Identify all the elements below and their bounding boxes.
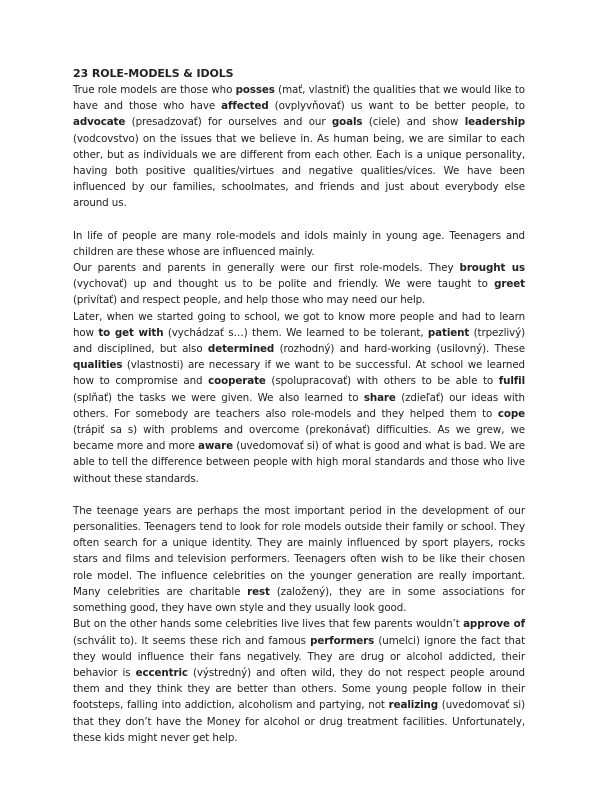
text-run: (splňať) the tasks we were given. We also learned to bbox=[73, 391, 364, 404]
text-run: (vodcovstvo) on the issues that we believe in. As human being, we are similar to each other, but as individuals we are different from each other. Each is a unique personality, having both positive qualities/virtues and negative qualities/vices. We have been influenced by our families, schoolmates, and friends and just about everybody else around us. bbox=[73, 132, 525, 210]
vocabulary-term: rest bbox=[247, 585, 270, 598]
text-run: (rozhodný) and hard-working (usilovný). These bbox=[274, 343, 525, 356]
vocabulary-term: approve of bbox=[463, 618, 525, 631]
text-run: (mať, vlastniť) the qualities that we would like to have and those who have bbox=[73, 84, 525, 113]
text-run: (ovplyvňovať) us want to be better people, to bbox=[268, 100, 525, 113]
paragraph-celebrities bbox=[73, 616, 525, 746]
vocabulary-term: share bbox=[363, 391, 396, 404]
vocabulary-term: to get with bbox=[98, 326, 164, 339]
text-run: (zdieľať) our ideas with others. For somebody are teachers also role-models and they helped them to bbox=[73, 391, 525, 420]
text-run: (uvedomovať si) of what is good and what is bad. We are able to tell the difference between people with high moral standards and those who live without these standards. bbox=[73, 440, 525, 485]
text-run: (spolupracovať) with others to be able to bbox=[265, 375, 499, 388]
text-run: (schválit to). It seems these rich and famous bbox=[73, 634, 311, 647]
vocabulary-term: goals bbox=[331, 116, 363, 129]
paragraph-young-age bbox=[73, 228, 525, 260]
text-run: (uvedomovať si) that they don’t have the Money for alcohol or drug treatment facilities. Unfortunately, these kids might never get help. bbox=[73, 699, 525, 744]
text-run: The teenage years are perhaps the most important period in the development of our personalities. Teenagers tend to look for role models outside their family or school. They often search for a unique identity. They are mainly influenced by sport players, rocks stars and films and television performers. Teenagers often wish to be like their chosen role model. The influence celebrities on the younger generation are really important. Many celebrities are charitable bbox=[73, 504, 525, 598]
text-run: (umelci) ignore the fact that they would influence their fans negatively. They are drug or alcohol addicted, their behavior is bbox=[73, 634, 526, 679]
paragraph-role-models-intro bbox=[73, 82, 525, 212]
paragraph-teenage-years bbox=[73, 503, 525, 616]
text-run: (založený), they are in some associations for something good, they have own style and they usually look good. bbox=[73, 585, 525, 615]
text-run: Later, when we started going to school, we got to know more people and had to learn how bbox=[73, 310, 525, 339]
vocabulary-term: eccentric bbox=[135, 666, 188, 679]
text-run: In life of people are many role-models and idols mainly in young age. Teenagers and children are these whose are influenced mainly. bbox=[73, 229, 525, 258]
text-run: (výstredný) and often wild, they do not respect people around them and they think they are better than others. Some young people follow in their footsteps, falling into addiction, alcoholism and partying, not bbox=[73, 666, 525, 712]
text-run: (vychádzať s…) them. We learned to be tolerant, bbox=[163, 326, 428, 339]
vocabulary-term: leadership bbox=[464, 116, 525, 129]
text-run: (vlastnosti) are necessary if we want to be successful. At school we learned how to compromise and bbox=[73, 359, 525, 388]
paragraph-gap bbox=[73, 487, 525, 503]
vocabulary-term: patient bbox=[427, 326, 470, 339]
paragraph-parents bbox=[73, 260, 525, 309]
vocabulary-term: posses bbox=[235, 84, 275, 96]
paragraph-gap bbox=[73, 212, 525, 228]
text-run: True role models are those who bbox=[73, 84, 236, 96]
text-run: (trápiť sa s) with problems and overcome (prekonávať) difficulties. As we grew, we became more and more bbox=[73, 424, 525, 453]
text-run: But on the other hands some celebrities live lives that few parents wouldn’t bbox=[73, 618, 464, 631]
text-run: (ciele) and show bbox=[362, 116, 465, 129]
vocabulary-term: performers bbox=[310, 634, 375, 647]
text-run: (presadzovať) for ourselves and our bbox=[125, 116, 332, 129]
vocabulary-term: aware bbox=[198, 440, 233, 453]
document-page bbox=[73, 66, 525, 746]
vocabulary-term: brought us bbox=[459, 262, 525, 275]
document-title: 23 ROLE-MODELS & IDOLS bbox=[73, 67, 234, 80]
vocabulary-term: fulfil bbox=[498, 375, 525, 388]
text-run: (privítať) and respect people, and help those who may need our help. bbox=[73, 294, 426, 307]
vocabulary-term: cope bbox=[497, 407, 525, 420]
vocabulary-term: advocate bbox=[73, 116, 126, 129]
paragraph-school bbox=[73, 309, 525, 487]
vocabulary-term: realizing bbox=[388, 699, 439, 712]
vocabulary-term: affected bbox=[221, 100, 269, 113]
vocabulary-term: qualities bbox=[73, 359, 123, 372]
text-run: (trpezlivý) and disciplined, but also bbox=[73, 326, 526, 356]
vocabulary-term: greet bbox=[494, 278, 525, 291]
text-run: (vychovať) up and thought us to be polite and friendly. We were taught to bbox=[73, 278, 495, 291]
vocabulary-term: determined bbox=[207, 343, 275, 356]
vocabulary-term: cooperate bbox=[208, 375, 266, 388]
text-run: Our parents and parents in generally were our first role-models. They bbox=[73, 262, 460, 275]
